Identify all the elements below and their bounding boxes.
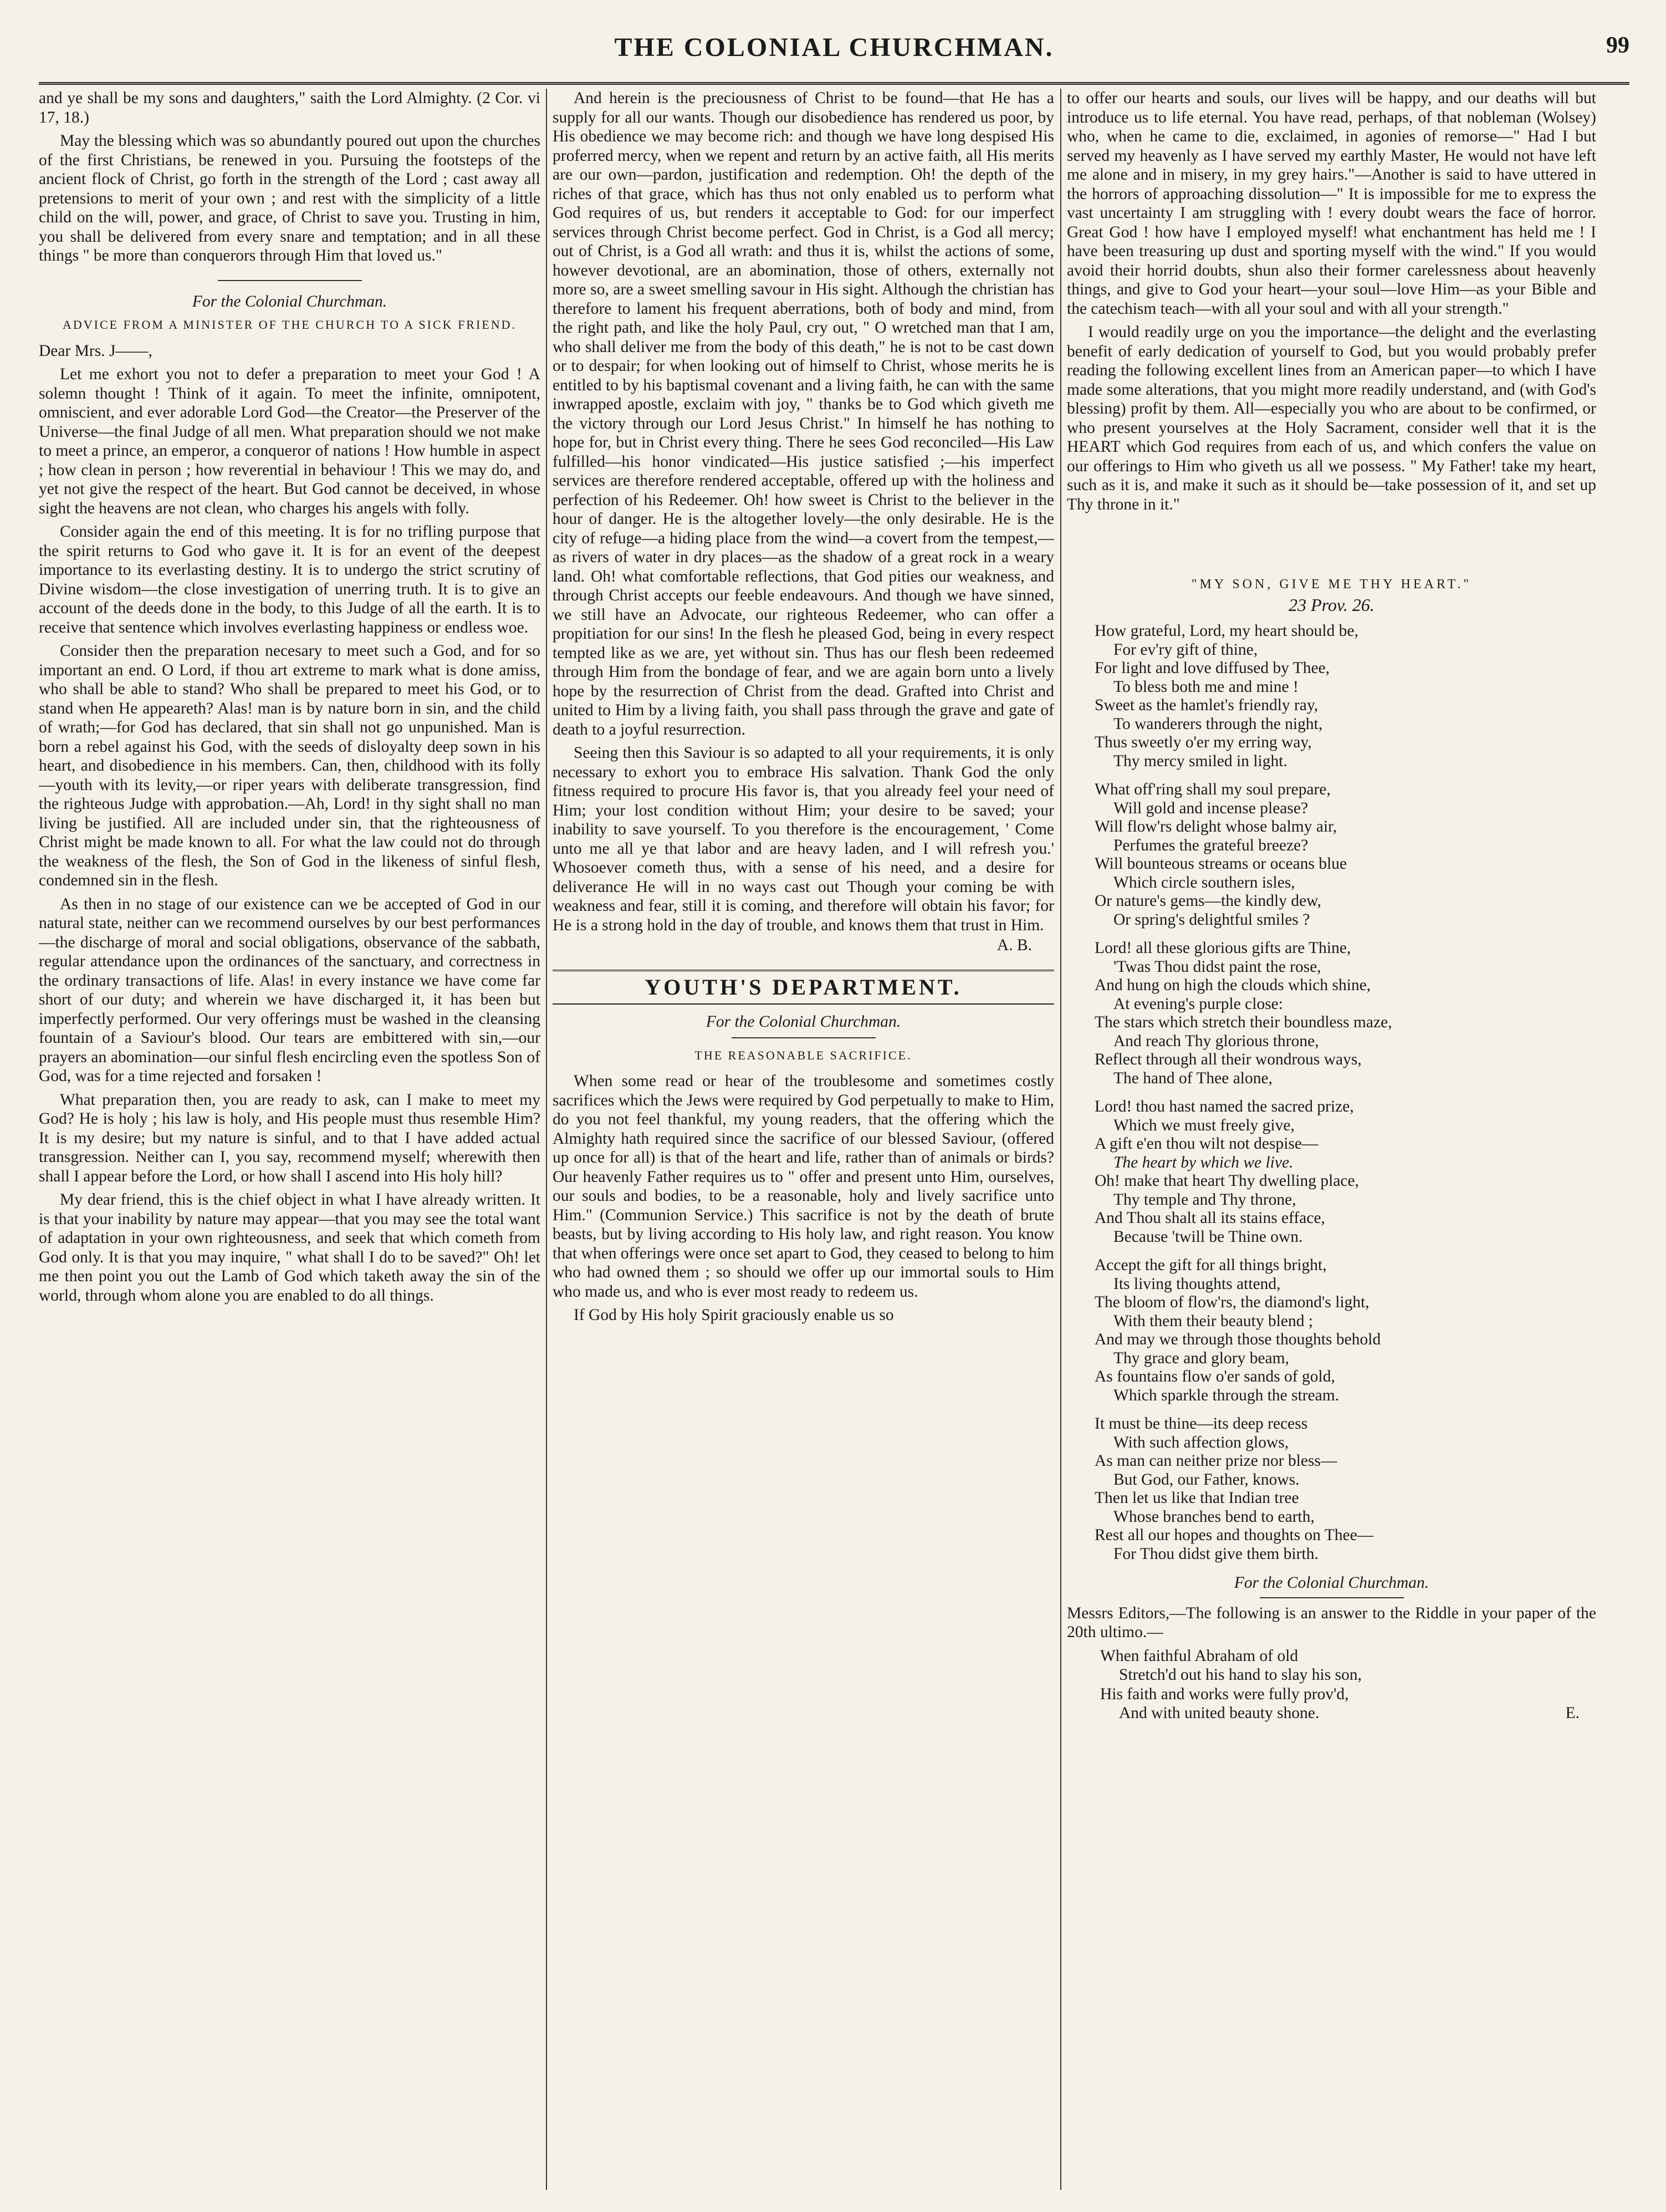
paragraph: Consider again the end of this meeting. It is for no trifling purpose that the spirit returns to God who gave it. It is for an event of the deepest importance to its everlasting destiny. It is to undergo the strict scrutiny of Divine wisdom—the close investigation of unerring truth. It is to give an account of the deeds done in the body, to this Judge of all the earth. It is to receive that sentence which involves everlasting happiness or endless woe. [39, 523, 540, 636]
poem-line: Rest all our hopes and thoughts on Thee— [1095, 1526, 1374, 1544]
poem-line: Reflect through all their wondrous ways, [1095, 1051, 1362, 1068]
byline: For the Colonial Churchman. [192, 292, 387, 310]
poem-line: When faithful Abraham of old [1100, 1647, 1299, 1665]
poem-stanza [1095, 939, 1596, 1088]
header-rule [39, 82, 1629, 85]
paragraph: Let me exhort you not to defer a preparation to meet your God ! A solemn thought ! Think of it again. To meet the infinite, omnipotent, omniscient, and ever adorable Lord God—the Creator—the Preserver of the Universe—the final Judge of all men. What preparation should we not make to meet a prince, an emperor, a conqueror of nations ! How humble in aspect ; how clean in person ; how reverential in behaviour ! This we may do, and yet not give the respect of the heart. But God cannot be deceived, in whose sight the heavens are not clean, who charges his angels with folly. [39, 365, 540, 517]
paragraph: If God by His holy Spirit graciously enable us so [574, 1306, 894, 1324]
paragraph: Seeing then this Saviour is so adapted to all your requirements, it is only necessary to exhort you to embrace His salvation. Thank God the only fitness required to procure His favor is, that you already feel your need of Him; your lost condition without Him; your desire to be saved; your inability to save yourself. To you therefore is the encouragement, ' Come unto me all ye that labor and are heavy laden, and I will refresh you.' Whosoever cometh thus, with a sense of his need, and a desire for deliverance He will in no ways cast out Though your coming be with weakness and fear, still it is coming, and therefore will obtain his favor; for He is a strong hold in the day of trouble, and knows them that trust in Him. [553, 744, 1054, 934]
page-header [39, 17, 1629, 69]
poem-title: "MY SON, GIVE ME THY HEART." [1191, 577, 1472, 592]
poem-line: And may we through those thoughts behold [1095, 1331, 1381, 1348]
poem-line: To bless both me and mine ! [1113, 677, 1299, 696]
masthead-title: THE COLONIAL CHURCHMAN. [614, 33, 1054, 62]
poem-line: For Thou didst give them birth. [1113, 1545, 1319, 1563]
poem-line: Which circle southern isles, [1113, 873, 1295, 891]
poem-line: Lord! thou hast named the sacred prize, [1095, 1098, 1354, 1115]
poem-line: As man can neither prize nor bless— [1095, 1452, 1337, 1470]
poem-line: Oh! make that heart Thy dwelling place, [1095, 1172, 1360, 1190]
poem-stanza [1095, 1415, 1596, 1563]
poem-line: His faith and works were fully prov'd, [1100, 1685, 1349, 1703]
column-1 [39, 89, 540, 2195]
poem-line: At evening's purple close: [1113, 995, 1283, 1013]
poem-line: Thy grace and glory beam, [1113, 1349, 1289, 1367]
poem-line: Which sparkle through the stream. [1113, 1386, 1340, 1404]
paragraph: And herein is the preciousness of Christ to be found—that He has a supply for all our wants. Though our disobedience has rendered us poor, by His obedience we may become rich: and though we have long despised His proferred mercy, when we repent and return by an active faith, all His merits are our own—pardon, justification and redemption. Oh! the depth of the riches of that grace, which has thus not only enabled us to perform what God requires of us, but renders it acceptable to God: for our imperfect services through Christ become perfect. God in Christ, is a God all mercy; out of Christ, is a God all wrath: and thus it is, whilst the actions of some, however devotional, are an abomination, those of others, externally not more so, are a sweet smelling savour in His sight. Although the christian has therefore to lament his frequent aberrations, both of body and mind, from the right path, and like the holy Paul, cry out, " O wretched man that I am, who shall deliver me from the body of this death," he is not to be cast down or to despair; for when looking out of himself to Christ, whose merits he is entitled to by his baptismal covenant and a living faith, he can with the same inwrapped apostle, exclaim with joy, " thanks be to God which giveth me the victory through our Lord Jesus Christ." In himself he has nothing to hope for, but in Christ every thing. There he sees God reconciled—His Law fulfilled—his honor vindicated—His justice satisfied ;—his imperfect services are therefore rendered acceptable, offered up with the holiness and perfection of his Redeemer. Oh! how sweet is Christ to the believer in the hour of danger. He is the altogether lovely—the only desirable. He is the city of refuge—a hiding place from the wind—a covert from the tempest,—as rivers of water in dry places—as the shadow of a great rock in a weary land. Oh! what comfortable reflections, that God pities our weakness, and through Christ accepts our feeble endeavours. And though we have sinned, we still have an Advocate, our righteous Redeemer, who can offer a propitiation for our sins! In the flesh he pleased God, being in every respect tempted like as we are, yet without sin. Thus has our flesh been redeemed through Him from the bondage of fear, and we are again born unto a lively hope by the resurrection of Christ from the dead. Grafted into Christ and united to Him by a living faith, you shall pass through the grave and gate of death to a joyful resurrection. [553, 89, 1054, 738]
poem-line: Stretch'd out his hand to slay his son, [1119, 1666, 1362, 1684]
poem-line [1100, 1704, 1596, 1723]
poem-line: With them their beauty blend ; [1113, 1312, 1314, 1330]
riddle-intro: Messrs Editors,—The following is an answer to the Riddle in your paper of the 20th ultimo.— [1067, 1604, 1596, 1641]
paragraph: When some read or hear of the troublesome and sometimes costly sacrifices which the Jews were required by God perpetually to make to Him, do you not feel thankful, my young readers, that the offering which the Almighty hath required since the sacrifice of our blessed Saviour, (offered up once for all) is that of the heart and life, rather than of animals or birds? Our heavenly Father requires us to " offer and present unto Him, ourselves, our souls and bodies, to be a reasonable, holy and lively sacrifice unto Him." (Communion Service.) This sacrifice is not by the death of brute beasts, but by living according to His holy law, and right reason. You know that when offerings were once set apart to God, they ceased to belong to him who had owned them ; so should we offer up our immortal souls to Him who made us, and who is ever most ready to redeem us. [553, 1072, 1054, 1301]
poem-line: The stars which stretch their boundless maze, [1095, 1013, 1392, 1031]
poem-line: Will gold and incense please? [1113, 799, 1309, 817]
poem-stanza [1095, 1256, 1596, 1405]
paragraph: and ye shall be my sons and daughters," saith the Lord Almighty. (2 Cor. vi 17, 18.) [39, 89, 540, 126]
paragraph: As then in no stage of our existence can we be accepted of God in our natural state, neither can we recommend ourselves by our best performances—the discharge of moral and social obligations, observance of the sabbath, regular attendance upon the ordinances of the sanctuary, and correctness in the ordinary transactions of life. Alas! in every instance we have come far short of our duty; and wherein we have discharged it, it has been but imperfectly performed. Our very offerings must be washed in the cleansing fountain of a Saviour's blood. Our tears are embittered with sin,—our prayers an abomination—our sinful flesh encircling even the spotless Son of God, was for a time rejected and forsaken ! [39, 895, 540, 1085]
paragraph: I would readily urge on you the importance—the delight and the everlasting benefit of early dedication of yourself to God, but you would probably prefer reading the following excellent lines from an American paper—to which I have made some alterations, that you might more readily understand, and (with God's blessing) profit by them. All—especially you who are about to be confirmed, or who present yourselves at the Holy Sacrament, consider well that it is the HEART which God requires from each of us, and which confers the value on our offerings to Him who giveth us all we possess. " My Father! take my heart, such as it is, and make it such as it should be—take possession of it, and set up Thy throne in it." [1067, 323, 1596, 513]
poem-line: Which we must freely give, [1113, 1116, 1295, 1134]
poem-line: Will bounteous streams or oceans blue [1095, 855, 1347, 873]
paragraph: My dear friend, this is the chief object in what I have already written. It is that your inability by nature may appear—that you may see the total want of adaptation in your own righteousness, and seek that which cometh from God only. It is that you may inquire, " what shall I do to be saved?" Oh! let me then point you out the Lamb of God which taketh away the sin of the world, through whom alone you are enabled to do all things. [39, 1191, 540, 1304]
poem-line: Lord! all these glorious gifts are Thine, [1095, 939, 1351, 957]
article-title: THE REASONABLE SACRIFICE. [694, 1048, 912, 1062]
poem-line: Then let us like that Indian tree [1095, 1489, 1299, 1507]
page-number: 99 [1606, 33, 1629, 58]
poem-line: Because 'twill be Thine own. [1113, 1227, 1303, 1246]
poem-line: Or spring's delightful smiles ? [1113, 910, 1310, 929]
poem-line: What off'ring shall my soul prepare, [1095, 781, 1331, 798]
poem-line: But God, our Father, knows. [1113, 1470, 1300, 1489]
poem-line: Whose branches bend to earth, [1113, 1507, 1315, 1526]
poem-stanza [1095, 781, 1596, 929]
poem-line: And hung on high the clouds which shine, [1095, 976, 1371, 994]
poem-line: Will flow'rs delight whose balmy air, [1095, 818, 1337, 835]
poem-line: To wanderers through the night, [1113, 715, 1323, 733]
salutation: Dear Mrs. J——, [39, 342, 152, 360]
poem-line: The heart by which we live. [1113, 1153, 1294, 1171]
paragraph: What preparation then, you are ready to ask, can I make to meet my God? He is holy ; his law is holy, and His people must thus resemble Him? It is my desire; but my nature is sinful, and to that I have added actual transgression. Neither can I, you say, recommend myself; wherewith then shall I appear before the Lord, or how shall I ascend into His holy hill? [39, 1090, 540, 1185]
divider [1260, 1597, 1404, 1598]
poem [1067, 622, 1596, 1563]
byline: For the Colonial Churchman. [706, 1013, 901, 1031]
poem-line: Its living thoughts attend, [1113, 1275, 1281, 1293]
poem-line: Accept the gift for all things bright, [1095, 1256, 1327, 1274]
poem-line: As fountains flow o'er sands of gold, [1095, 1368, 1335, 1385]
poem-line: The bloom of flow'rs, the diamond's light, [1095, 1293, 1369, 1311]
paragraph: Consider then the preparation necesary to meet such a God, and for so important an end. O Lord, if thou art extreme to mark what is done amiss, who shall be able to stand? Who shall be prepared to meet his God, or to stand when He appeareth? Alas! man is by nature born in sin, and the child of wrath;—for God has declared, that sin shall not go unpunished. Man is born a rebel against his God, with the seeds of disloyalty deep sown in his heart, and disobedience in his members. Can, then, childhood with its folly—youth with its levity,—or riper years with deliberate transgression, find the righteous Judge with approbation.—Ah, Lord! in thy sight shall no man living be justified. All are included under sin, that the righteousness of Christ might be made known to all. For what the law could not do through the weakness of the flesh, the Son of God in the likeness of sinful flesh, condemned sin in the flesh. [39, 642, 540, 889]
poem-line: It must be thine—its deep recess [1095, 1415, 1308, 1433]
column-3 [1067, 89, 1596, 2195]
column-divider-1 [546, 89, 547, 2190]
article-title: ADVICE FROM A MINISTER OF THE CHURCH TO A SICK FRIEND. [62, 318, 517, 332]
signature: E. [1565, 1704, 1580, 1722]
poem-line: And reach Thy glorious throne, [1113, 1032, 1319, 1050]
poem-line: Thus sweetly o'er my erring way, [1095, 733, 1312, 751]
column-2 [553, 89, 1054, 2195]
riddle-verse [1067, 1647, 1596, 1723]
divider [218, 280, 362, 281]
poem-stanza [1095, 622, 1596, 771]
poem-line: Or nature's gems—the kindly dew, [1095, 892, 1321, 910]
poem-line: For ev'ry gift of thine, [1113, 640, 1258, 659]
poem-line: Thy temple and Thy throne, [1113, 1190, 1296, 1209]
poem-line: Sweet as the hamlet's friendly ray, [1095, 696, 1319, 714]
poem-line: Perfumes the grateful breeze? [1113, 836, 1309, 854]
paragraph: May the blessing which was so abundantly poured out upon the churches of the first Christians, be renewed in you. Pursuing the footsteps of the ancient flock of Christ, go forth in the strength of the Lord ; cast away all pretensions to merit of your own ; and rest with the simplicity of a little child on the will, power, and grace, of Christ to save you. Trusting in him, you shall be delivered from every snare and temptation; and in all these things " be more than conquerors through Him that loved us." [39, 132, 540, 264]
poem-line: And Thou shalt all its stains efface, [1095, 1209, 1325, 1227]
poem-line: How grateful, Lord, my heart should be, [1095, 622, 1358, 640]
column-divider-2 [1060, 89, 1061, 2190]
poem-line: A gift e'en thou wilt not despise— [1095, 1135, 1319, 1153]
poem-stanza [1095, 1098, 1596, 1246]
poem-line: 'Twas Thou didst paint the rose, [1113, 957, 1321, 976]
paragraph: to offer our hearts and souls, our lives will be happy, and our deaths will but introduce us to life eternal. You have read, perhaps, of that nobleman (Wolsey) who, when he came to die, exclaimed, in agonies of remorse—" Had I but served my heavenly as I have served my earthly Master, He would not have left me alone and in misery, in my grey hairs."—Another is said to have uttered in the horrors of approaching dissolution—" It is impossible for me to express the vast uncertainty I am struggling with ! every doubt wears the face of horror. Great God ! how have I employed myself! what enchantment has held me ! I have been treasuring up dust and sporting myself with the wind." If you would avoid their horrid doubts, shun also their former carelessness about heavenly things, and give to God your heart—your soul—love Him—as your Bible and the catechism teach—with all your soul and with all your strength." [1067, 89, 1596, 318]
poem-reference: 23 Prov. 26. [1289, 594, 1374, 615]
poem-line-text: And with united beauty shone. [1119, 1704, 1320, 1722]
poem-line: For light and love diffused by Thee, [1095, 659, 1330, 677]
section-title: YOUTH'S DEPARTMENT. [553, 970, 1054, 1005]
poem-line: Thy mercy smiled in light. [1113, 752, 1287, 770]
divider [732, 1037, 876, 1038]
byline: For the Colonial Churchman. [1234, 1574, 1429, 1592]
signature: A. B. [996, 936, 1032, 954]
poem-line: With such affection glows, [1113, 1433, 1289, 1451]
poem-line: The hand of Thee alone, [1113, 1069, 1273, 1087]
